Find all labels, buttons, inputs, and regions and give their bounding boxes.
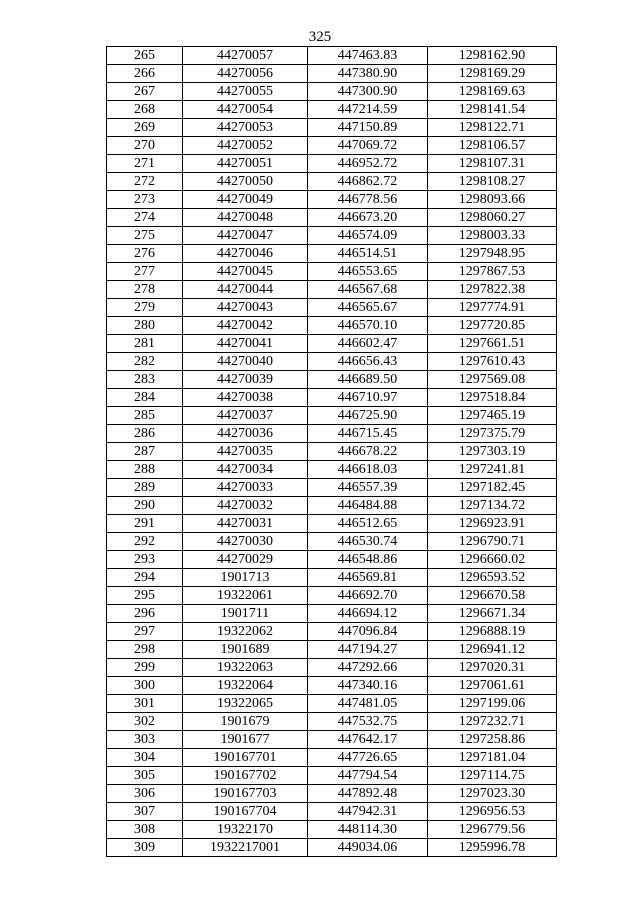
table-row	[107, 263, 557, 281]
row-number-cell: 275	[107, 227, 183, 245]
y-coordinate-cell: 1297061.61	[428, 677, 557, 695]
row-number-cell: 272	[107, 173, 183, 191]
y-coordinate-cell: 1297258.86	[428, 731, 557, 749]
x-coordinate-cell: 447292.66	[308, 659, 428, 677]
table-row	[107, 137, 557, 155]
row-number-cell: 293	[107, 551, 183, 569]
y-coordinate-cell: 1297114.75	[428, 767, 557, 785]
row-number-cell: 289	[107, 479, 183, 497]
table-row	[107, 767, 557, 785]
y-coordinate-cell: 1297232.71	[428, 713, 557, 731]
y-coordinate-cell: 1297181.04	[428, 749, 557, 767]
table-row	[107, 821, 557, 839]
x-coordinate-cell: 446656.43	[308, 353, 428, 371]
table-row	[107, 749, 557, 767]
x-coordinate-cell: 446694.12	[308, 605, 428, 623]
y-coordinate-cell: 1297023.30	[428, 785, 557, 803]
x-coordinate-cell: 448114.30	[308, 821, 428, 839]
table-row	[107, 191, 557, 209]
x-coordinate-cell: 447642.17	[308, 731, 428, 749]
x-coordinate-cell: 446689.50	[308, 371, 428, 389]
table-row	[107, 785, 557, 803]
y-coordinate-cell: 1298169.63	[428, 83, 557, 101]
row-number-cell: 268	[107, 101, 183, 119]
table-row	[107, 605, 557, 623]
table-row	[107, 155, 557, 173]
table-row	[107, 173, 557, 191]
point-id-cell: 19322065	[183, 695, 308, 713]
table-row	[107, 803, 557, 821]
table-row	[107, 515, 557, 533]
x-coordinate-cell: 447532.75	[308, 713, 428, 731]
table-row	[107, 533, 557, 551]
coordinates-table	[106, 46, 557, 857]
row-number-cell: 271	[107, 155, 183, 173]
row-number-cell: 286	[107, 425, 183, 443]
point-id-cell: 44270035	[183, 443, 308, 461]
y-coordinate-cell: 1296888.19	[428, 623, 557, 641]
x-coordinate-cell: 446715.45	[308, 425, 428, 443]
point-id-cell: 44270040	[183, 353, 308, 371]
row-number-cell: 282	[107, 353, 183, 371]
y-coordinate-cell: 1296923.91	[428, 515, 557, 533]
x-coordinate-cell: 446565.67	[308, 299, 428, 317]
row-number-cell: 308	[107, 821, 183, 839]
row-number-cell: 298	[107, 641, 183, 659]
y-coordinate-cell: 1298060.27	[428, 209, 557, 227]
x-coordinate-cell: 446530.74	[308, 533, 428, 551]
x-coordinate-cell: 446574.09	[308, 227, 428, 245]
row-number-cell: 269	[107, 119, 183, 137]
table-row	[107, 677, 557, 695]
table-row	[107, 389, 557, 407]
table-row	[107, 731, 557, 749]
x-coordinate-cell: 446567.68	[308, 281, 428, 299]
table-row	[107, 497, 557, 515]
x-coordinate-cell: 446602.47	[308, 335, 428, 353]
point-id-cell: 44270050	[183, 173, 308, 191]
row-number-cell: 303	[107, 731, 183, 749]
point-id-cell: 44270029	[183, 551, 308, 569]
row-number-cell: 305	[107, 767, 183, 785]
point-id-cell: 44270036	[183, 425, 308, 443]
y-coordinate-cell: 1297199.06	[428, 695, 557, 713]
y-coordinate-cell: 1297720.85	[428, 317, 557, 335]
row-number-cell: 277	[107, 263, 183, 281]
row-number-cell: 266	[107, 65, 183, 83]
row-number-cell: 306	[107, 785, 183, 803]
point-id-cell: 44270030	[183, 533, 308, 551]
point-id-cell: 44270031	[183, 515, 308, 533]
table-row	[107, 713, 557, 731]
row-number-cell: 309	[107, 839, 183, 857]
y-coordinate-cell: 1298003.33	[428, 227, 557, 245]
point-id-cell: 190167701	[183, 749, 308, 767]
x-coordinate-cell: 447794.54	[308, 767, 428, 785]
row-number-cell: 291	[107, 515, 183, 533]
x-coordinate-cell: 447069.72	[308, 137, 428, 155]
x-coordinate-cell: 446692.70	[308, 587, 428, 605]
row-number-cell: 300	[107, 677, 183, 695]
x-coordinate-cell: 446678.22	[308, 443, 428, 461]
x-coordinate-cell: 447194.27	[308, 641, 428, 659]
y-coordinate-cell: 1297182.45	[428, 479, 557, 497]
x-coordinate-cell: 446618.03	[308, 461, 428, 479]
row-number-cell: 265	[107, 47, 183, 65]
x-coordinate-cell: 447340.16	[308, 677, 428, 695]
y-coordinate-cell: 1296660.02	[428, 551, 557, 569]
point-id-cell: 1901689	[183, 641, 308, 659]
point-id-cell: 19322062	[183, 623, 308, 641]
y-coordinate-cell: 1296670.58	[428, 587, 557, 605]
table-row	[107, 317, 557, 335]
y-coordinate-cell: 1297241.81	[428, 461, 557, 479]
point-id-cell: 44270043	[183, 299, 308, 317]
table-row	[107, 839, 557, 857]
row-number-cell: 270	[107, 137, 183, 155]
point-id-cell: 44270046	[183, 245, 308, 263]
y-coordinate-cell: 1297134.72	[428, 497, 557, 515]
x-coordinate-cell: 449034.06	[308, 839, 428, 857]
row-number-cell: 283	[107, 371, 183, 389]
y-coordinate-cell: 1298107.31	[428, 155, 557, 173]
point-id-cell: 1901711	[183, 605, 308, 623]
point-id-cell: 44270053	[183, 119, 308, 137]
row-number-cell: 297	[107, 623, 183, 641]
x-coordinate-cell: 446862.72	[308, 173, 428, 191]
table-row	[107, 569, 557, 587]
point-id-cell: 19322170	[183, 821, 308, 839]
y-coordinate-cell: 1297465.19	[428, 407, 557, 425]
table-row	[107, 551, 557, 569]
y-coordinate-cell: 1295996.78	[428, 839, 557, 857]
point-id-cell: 44270054	[183, 101, 308, 119]
table-row	[107, 353, 557, 371]
x-coordinate-cell: 447214.59	[308, 101, 428, 119]
table-row	[107, 227, 557, 245]
row-number-cell: 273	[107, 191, 183, 209]
row-number-cell: 281	[107, 335, 183, 353]
row-number-cell: 299	[107, 659, 183, 677]
table-row	[107, 479, 557, 497]
table-row	[107, 461, 557, 479]
x-coordinate-cell: 447463.83	[308, 47, 428, 65]
row-number-cell: 278	[107, 281, 183, 299]
row-number-cell: 290	[107, 497, 183, 515]
row-number-cell: 301	[107, 695, 183, 713]
table-row	[107, 443, 557, 461]
point-id-cell: 19322061	[183, 587, 308, 605]
row-number-cell: 280	[107, 317, 183, 335]
x-coordinate-cell: 447726.65	[308, 749, 428, 767]
point-id-cell: 190167704	[183, 803, 308, 821]
y-coordinate-cell: 1298108.27	[428, 173, 557, 191]
table-row	[107, 209, 557, 227]
table-row	[107, 119, 557, 137]
y-coordinate-cell: 1297303.19	[428, 443, 557, 461]
y-coordinate-cell: 1297867.53	[428, 263, 557, 281]
row-number-cell: 302	[107, 713, 183, 731]
table-row	[107, 101, 557, 119]
table-row	[107, 587, 557, 605]
row-number-cell: 294	[107, 569, 183, 587]
x-coordinate-cell: 446512.65	[308, 515, 428, 533]
y-coordinate-cell: 1298162.90	[428, 47, 557, 65]
table-row	[107, 371, 557, 389]
table-row	[107, 641, 557, 659]
table-row	[107, 245, 557, 263]
row-number-cell: 292	[107, 533, 183, 551]
point-id-cell: 1901677	[183, 731, 308, 749]
y-coordinate-cell: 1297822.38	[428, 281, 557, 299]
x-coordinate-cell: 447096.84	[308, 623, 428, 641]
point-id-cell: 44270057	[183, 47, 308, 65]
row-number-cell: 304	[107, 749, 183, 767]
y-coordinate-cell: 1298169.29	[428, 65, 557, 83]
y-coordinate-cell: 1297375.79	[428, 425, 557, 443]
y-coordinate-cell: 1297774.91	[428, 299, 557, 317]
row-number-cell: 267	[107, 83, 183, 101]
point-id-cell: 44270044	[183, 281, 308, 299]
table-row	[107, 623, 557, 641]
point-id-cell: 44270055	[183, 83, 308, 101]
y-coordinate-cell: 1298141.54	[428, 101, 557, 119]
x-coordinate-cell: 447300.90	[308, 83, 428, 101]
point-id-cell: 44270033	[183, 479, 308, 497]
point-id-cell: 44270032	[183, 497, 308, 515]
table-row	[107, 407, 557, 425]
point-id-cell: 44270052	[183, 137, 308, 155]
point-id-cell: 190167703	[183, 785, 308, 803]
x-coordinate-cell: 446569.81	[308, 569, 428, 587]
table-row	[107, 695, 557, 713]
y-coordinate-cell: 1297518.84	[428, 389, 557, 407]
row-number-cell: 287	[107, 443, 183, 461]
row-number-cell: 276	[107, 245, 183, 263]
y-coordinate-cell: 1296956.53	[428, 803, 557, 821]
y-coordinate-cell: 1296779.56	[428, 821, 557, 839]
x-coordinate-cell: 446952.72	[308, 155, 428, 173]
table-row	[107, 47, 557, 65]
x-coordinate-cell: 446557.39	[308, 479, 428, 497]
x-coordinate-cell: 447481.05	[308, 695, 428, 713]
table-row	[107, 281, 557, 299]
row-number-cell: 307	[107, 803, 183, 821]
table-body	[107, 47, 557, 857]
y-coordinate-cell: 1297661.51	[428, 335, 557, 353]
y-coordinate-cell: 1298106.57	[428, 137, 557, 155]
point-id-cell: 1901713	[183, 569, 308, 587]
y-coordinate-cell: 1297020.31	[428, 659, 557, 677]
point-id-cell: 44270039	[183, 371, 308, 389]
table-row	[107, 335, 557, 353]
x-coordinate-cell: 446514.51	[308, 245, 428, 263]
x-coordinate-cell: 446570.10	[308, 317, 428, 335]
y-coordinate-cell: 1297948.95	[428, 245, 557, 263]
point-id-cell: 44270047	[183, 227, 308, 245]
x-coordinate-cell: 446725.90	[308, 407, 428, 425]
point-id-cell: 44270056	[183, 65, 308, 83]
point-id-cell: 44270034	[183, 461, 308, 479]
row-number-cell: 284	[107, 389, 183, 407]
table-row	[107, 299, 557, 317]
x-coordinate-cell: 446553.65	[308, 263, 428, 281]
point-id-cell: 19322063	[183, 659, 308, 677]
point-id-cell: 190167702	[183, 767, 308, 785]
x-coordinate-cell: 446710.97	[308, 389, 428, 407]
x-coordinate-cell: 446548.86	[308, 551, 428, 569]
y-coordinate-cell: 1296790.71	[428, 533, 557, 551]
y-coordinate-cell: 1296671.34	[428, 605, 557, 623]
point-id-cell: 44270051	[183, 155, 308, 173]
row-number-cell: 274	[107, 209, 183, 227]
table-row	[107, 659, 557, 677]
point-id-cell: 44270038	[183, 389, 308, 407]
x-coordinate-cell: 446673.20	[308, 209, 428, 227]
row-number-cell: 279	[107, 299, 183, 317]
x-coordinate-cell: 447380.90	[308, 65, 428, 83]
page-number: 325	[308, 29, 332, 45]
x-coordinate-cell: 446484.88	[308, 497, 428, 515]
point-id-cell: 44270041	[183, 335, 308, 353]
table-row	[107, 83, 557, 101]
point-id-cell: 44270049	[183, 191, 308, 209]
y-coordinate-cell: 1297610.43	[428, 353, 557, 371]
y-coordinate-cell: 1298122.71	[428, 119, 557, 137]
point-id-cell: 1932217001	[183, 839, 308, 857]
row-number-cell: 288	[107, 461, 183, 479]
point-id-cell: 44270048	[183, 209, 308, 227]
row-number-cell: 295	[107, 587, 183, 605]
point-id-cell: 44270045	[183, 263, 308, 281]
y-coordinate-cell: 1297569.08	[428, 371, 557, 389]
y-coordinate-cell: 1298093.66	[428, 191, 557, 209]
row-number-cell: 285	[107, 407, 183, 425]
y-coordinate-cell: 1296941.12	[428, 641, 557, 659]
x-coordinate-cell: 447892.48	[308, 785, 428, 803]
point-id-cell: 44270042	[183, 317, 308, 335]
x-coordinate-cell: 447942.31	[308, 803, 428, 821]
table-row	[107, 65, 557, 83]
x-coordinate-cell: 447150.89	[308, 119, 428, 137]
row-number-cell: 296	[107, 605, 183, 623]
y-coordinate-cell: 1296593.52	[428, 569, 557, 587]
point-id-cell: 1901679	[183, 713, 308, 731]
table-row	[107, 425, 557, 443]
x-coordinate-cell: 446778.56	[308, 191, 428, 209]
point-id-cell: 44270037	[183, 407, 308, 425]
point-id-cell: 19322064	[183, 677, 308, 695]
